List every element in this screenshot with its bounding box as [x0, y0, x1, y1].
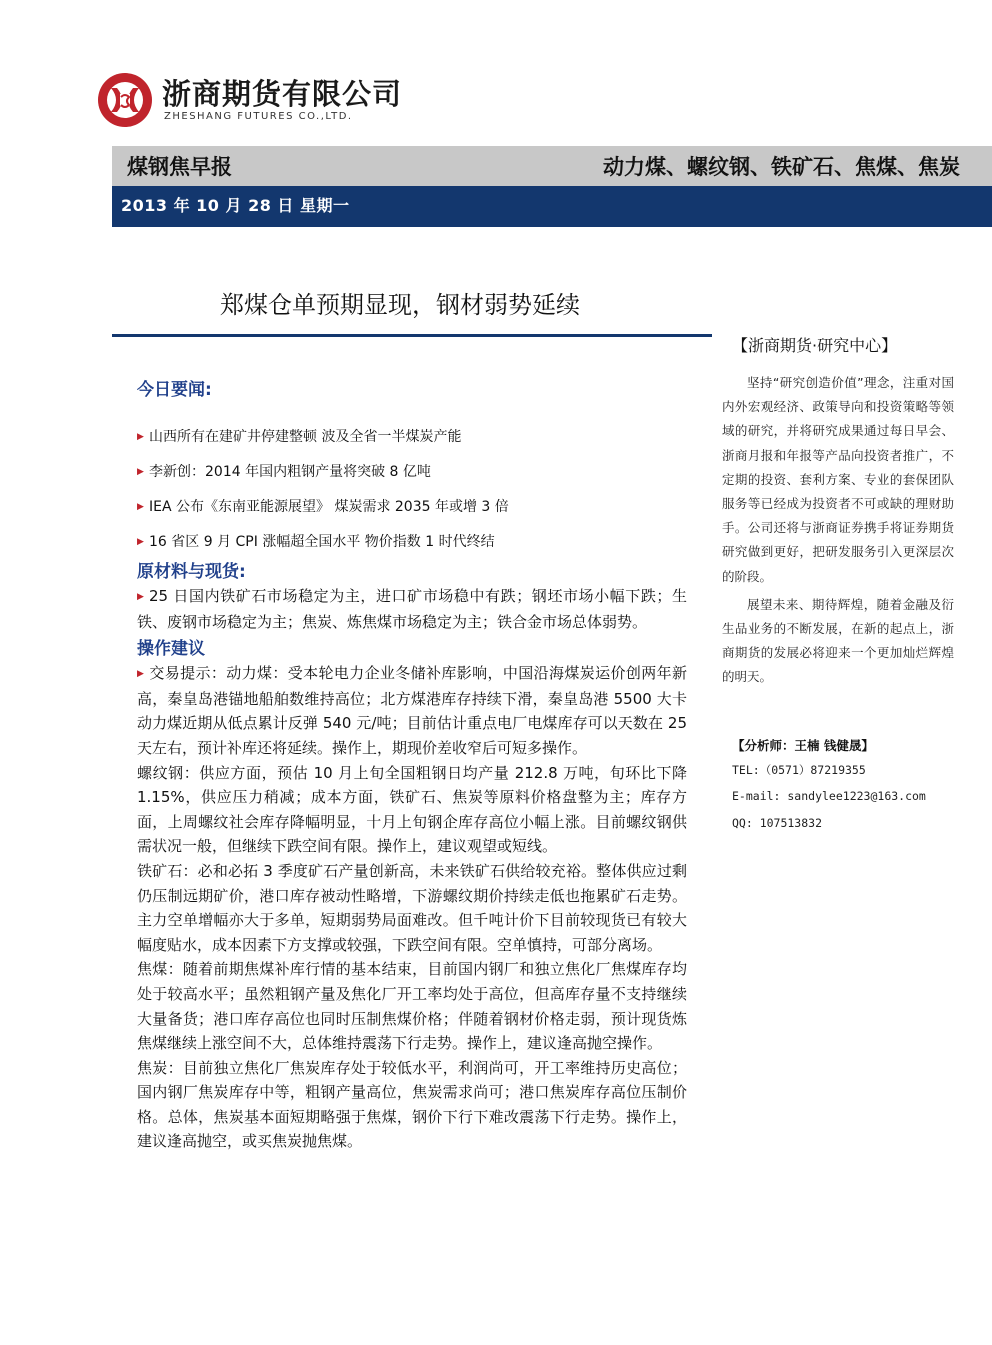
company-outlook: 展望未来、期待辉煌，随着金融及衍生品业务的不断发展，在新的起点上，浙商期货的发展必将迎来一个更加灿烂辉煌的明天。: [722, 596, 954, 685]
triangle-bullet-icon: ▶: [137, 502, 144, 512]
company-name-en: ZHESHANG FUTURES CO.,LTD.: [164, 111, 353, 122]
research-center-heading: 【浙商期货·研究中心】: [732, 336, 898, 355]
news-heading: 今日要闻:: [137, 380, 212, 400]
triangle-bullet-icon: ▶: [137, 432, 144, 442]
page-title: 郑煤仓单预期显现，钢材弱势延续: [220, 291, 580, 319]
advice-paragraph-coke: 焦炭：目前独立焦化厂焦炭库存处于较低水平，利润尚可，开工率维持历史高位；国内钢厂焦炭库存中等，粗钢产量高位，焦炭需求尚可；港口焦炭库存高位压制价格。总体，焦炭基本面短期略强于焦煤，钢价下行下难改震荡下行走势。操作上，建议逢高抛空，或买焦炭抛焦煤。: [137, 1058, 687, 1151]
title-divider: [112, 334, 712, 337]
news-item: ▶ IEA 公布《东南亚能源展望》 煤炭需求 2035 年或增 3 倍: [137, 490, 687, 525]
contact-tel: TEL:（0571）87219355: [732, 762, 866, 777]
news-item: ▶ 16 省区 9 月 CPI 涨幅超全国水平 物价指数 1 时代终结: [137, 525, 687, 560]
news-item: ▶ 李新创：2014 年国内粗钢产量将突破 8 亿吨: [137, 455, 687, 490]
advice-heading: 操作建议: [137, 639, 205, 660]
triangle-bullet-icon: ▶: [137, 467, 144, 477]
materials-text: ▶ 25 日国内铁矿石市场稳定为主，进口矿市场稳中有跌；钢坯市场小幅下跌；生铁、废钢市场稳定为主；焦炭、炼焦煤市场稳定为主；铁合金市场总体弱势。: [137, 587, 687, 631]
company-intro: 坚持“研究创造价值”理念，注重对国内外宏观经济、政策导向和投资策略等领域的研究，并将研究成果通过每日早会、浙商月报和年报等产品向投资者推广，不定期的投资、套利方案、专业的套保团队服务等已经成为投资者不可或缺的理财助手。公司还将与浙商证券携手将证券期货研究做到更好，把研发服务引入更深层次的阶段。: [722, 375, 954, 584]
materials-heading: 原材料与现货:: [137, 562, 246, 582]
advice-paragraph-coking-coal: 焦煤：随着前期焦煤补库行情的基本结束，目前国内钢厂和独立焦化厂焦煤库存均处于较高水平；虽然粗钢产量及焦化厂开工率均处于高位，但高库存量不支持继续大量备货；港口库存高位也同时压制焦煤价格；伴随着钢材价格走弱，预计现货炼焦煤继续上涨空间不大，总体维持震荡下行走势。操作上，建议逢高抛空操作。: [137, 960, 687, 1053]
sidebar: [722, 333, 954, 836]
report-date: 2013 年 10 月 28 日 星期一: [121, 196, 350, 215]
triangle-bullet-icon: ▶: [137, 537, 144, 547]
main-content: [137, 378, 687, 1154]
advice-paragraph-iron-ore: 铁矿石：必和必拓 3 季度矿石产量创新高，未来铁矿石供给较充裕。整体供应过剩仍压制远期矿价，港口库存被动性略增，下游螺纹期价持续走低也拖累矿石走势。主力空单增幅亦大于多单，短期弱势局面难改。但千吨计价下目前较现货已有较大幅度贴水，成本因素下方支撑或较强，下跌空间有限。空单慎持，可部分离场。: [137, 861, 687, 954]
report-name: 煤钢焦早报: [127, 155, 232, 179]
company-name-cn: 浙商期货有限公司: [162, 77, 403, 111]
product-list: 动力煤、螺纹钢、铁矿石、焦煤、焦炭: [603, 155, 960, 179]
triangle-bullet-icon: ▶: [137, 592, 144, 602]
contact-qq: QQ: 107513832: [732, 815, 823, 830]
triangle-bullet-icon: ▶: [137, 669, 144, 680]
advice-paragraph-thermal-coal: ▶ 交易提示：动力煤：受本轮电力企业冬储补库影响，中国沿海煤炭运价创两年新高，秦皇岛港锚地船舶数维持高位；北方煤港库存持续下滑，秦皇岛港 5500 大卡动力煤近期从低点累计反弹 540 元/吨；目前估计重点电厂电煤库存可以天数在 25 天左右，预计补库还将延续。操作上，期现价差收窄后可短多操作。: [137, 664, 687, 757]
news-item: ▶ 山西所有在建矿井停建整顿 波及全省一半煤炭产能: [137, 420, 687, 455]
advice-paragraph-rebar: 螺纹钢：供应方面，预估 10 月上旬全国粗钢日均产量 212.8 万吨，旬环比下降 1.15%，供应压力稍减；成本方面，铁矿石、焦炭等原料价格盘整为主；库存方面，上周螺纹社会库存降幅明显，十月上旬钢企库存高位小幅上涨。目前螺纹钢供需状况一般，但继续下跌空间有限。操作上，建议观望或短线。: [137, 763, 687, 856]
contact-email[interactable]: E-mail: sandylee1223@163.com: [732, 789, 926, 804]
company-logo-icon: [97, 72, 153, 128]
analyst-names: 【分析师：王楠 钱健晟】: [732, 737, 874, 753]
